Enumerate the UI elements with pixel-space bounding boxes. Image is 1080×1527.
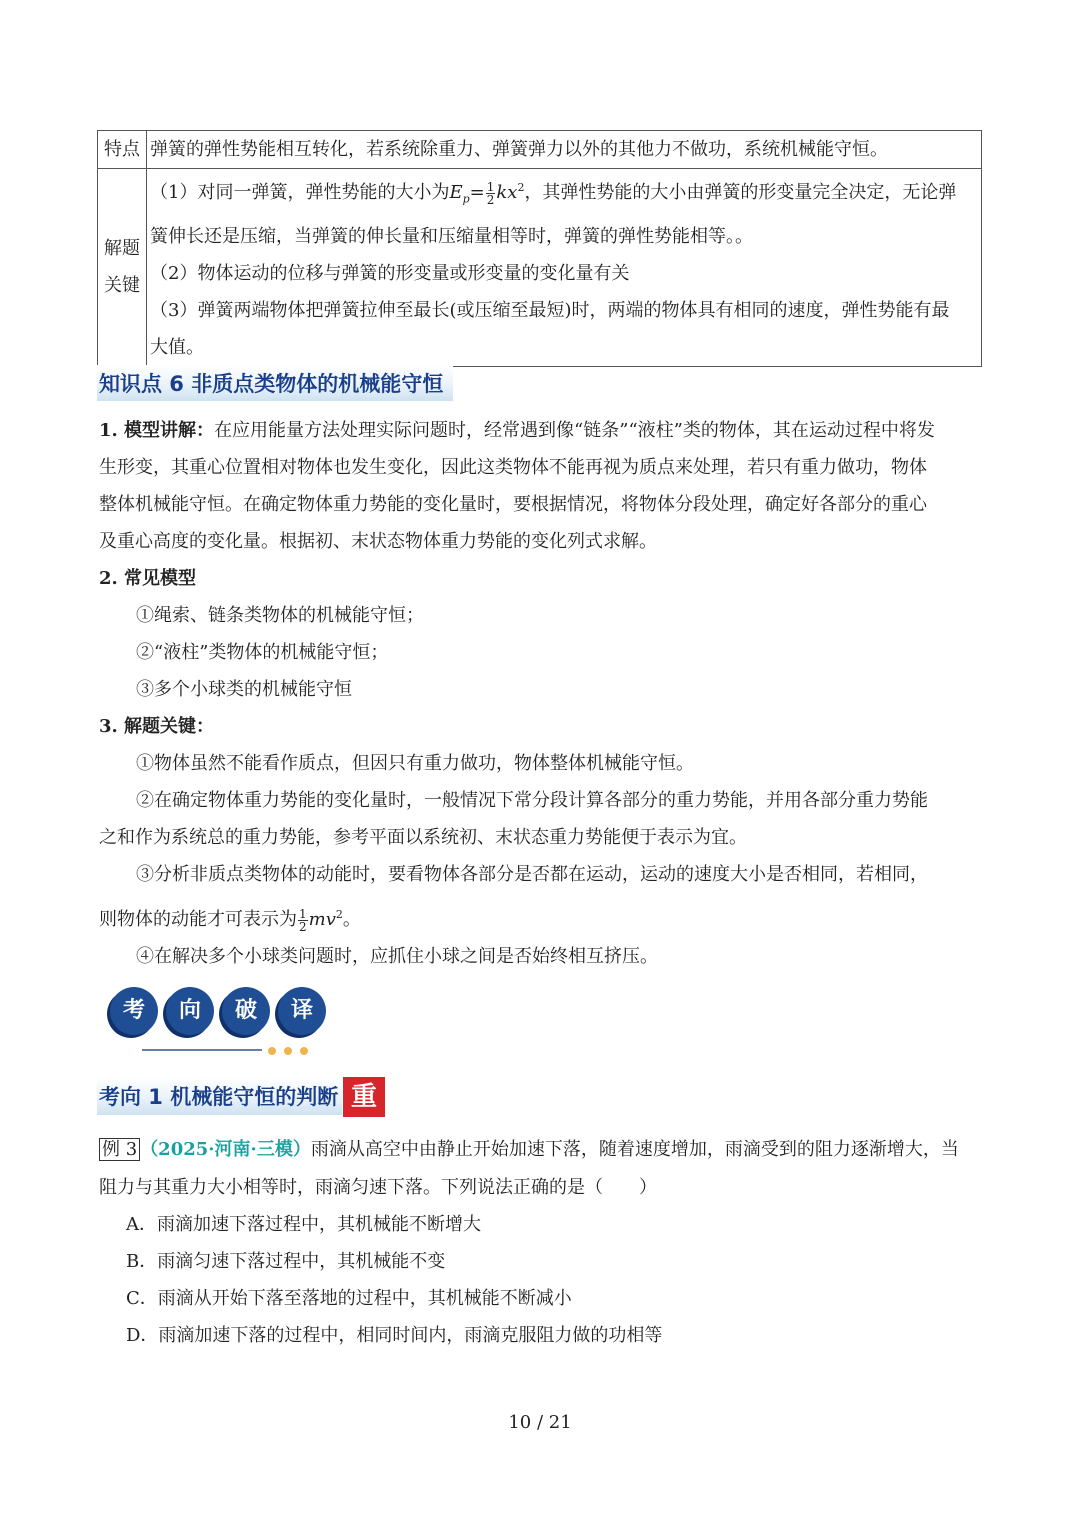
option-d: D．雨滴加速下落的过程中，相同时间内，雨滴克服阻力做的功相等 — [126, 1325, 663, 1346]
option-b: B．雨滴匀速下落过程中，其机械能不变 — [126, 1251, 446, 1272]
section2-item-1: ①绳索、链条类物体的机械能守恒； — [136, 605, 424, 626]
example-label: 例 3 — [99, 1138, 140, 1161]
fraction-half-2: $\frac{1}{2}$ — [299, 906, 307, 934]
key-item-3-line1: （3）弹簧两端物体把弹簧拉伸至最长(或压缩至最短)时，两端的物体具有相同的速度，弹性势能有最 — [150, 299, 950, 321]
section2-title: 2. 常见模型 — [99, 568, 197, 589]
section1-line1: 1. 模型讲解：在应用能量方法处理实际问题时，经常遇到像“链条”“液柱”类的物体，其在运动过程中将发 — [99, 420, 935, 441]
feature-table — [97, 130, 982, 367]
key-item-2: （2）物体运动的位移与弹簧的形变量或形变量的变化量有关 — [150, 262, 630, 284]
kaoxiang-heading: 考向 1 机械能守恒的判断 — [97, 1077, 342, 1115]
option-a: A．雨滴加速下落过程中，其机械能不断增大 — [126, 1214, 481, 1235]
table-label-key-line2: 关键 — [104, 275, 140, 297]
table-cell-key-text — [147, 169, 982, 367]
table-label-key-line1: 解题 — [104, 238, 140, 260]
option-c: C．雨滴从开始下落至落地的过程中，其机械能不断减小 — [126, 1288, 572, 1309]
section3-p3-line2: 则物体的动能才可表示为 $\frac{1}{2}$ $mv^2$。 — [99, 906, 361, 934]
section3-title: 3. 解题关键： — [99, 716, 215, 737]
key-item-1-line1: （1）对同一弹簧，弹性势能的大小为$E_p=$ $\frac{1}{2}$ $kx^2$，其弹性势能的大小由弹簧的形变量完全决定，无论弹 — [150, 179, 957, 207]
example-line1: 例 3 （2025·河南·三模）雨滴从高空中由静止开始加速下落，随着速度增加，雨滴受到的阻力逐渐增大，当 — [99, 1131, 979, 1168]
example-line2: 阻力与其重力大小相等时，雨滴匀速下落。下列说法正确的是（ ） — [99, 1177, 657, 1198]
badge-po: 破 — [222, 987, 270, 1035]
decor-dot — [300, 1047, 308, 1055]
badge-kao: 考 — [110, 987, 158, 1035]
table-cell-feature-text: 弹簧的弹性势能相互转化，若系统除重力、弹簧弹力以外的其他力不做功，系统机械能守恒。 — [147, 131, 982, 169]
table-label-feature: 特点 — [98, 131, 147, 169]
section3-p4: ④在解决多个小球类问题时，应抓住小球之间是否始终相互挤压。 — [136, 946, 658, 967]
fraction-half: $\frac{1}{2}$ — [486, 179, 495, 207]
decor-dot — [268, 1047, 276, 1055]
section3-p1: ①物体虽然不能看作质点，但因只有重力做功，物体整体机械能守恒。 — [136, 753, 694, 774]
section2-item-2: ②“液柱”类物体的机械能守恒； — [136, 642, 389, 663]
important-tag: 重 — [343, 1077, 385, 1117]
section3-p3-line1: ③分析非质点类物体的动能时，要看物体各部分是否都在运动，运动的速度大小是否相同，若相同， — [136, 864, 928, 885]
key-item-1-line2: 簧伸长还是压缩，当弹簧的伸长量和压缩量相等时，弹簧的弹性势能相等。。 — [150, 225, 753, 247]
section3-p2-line2: 之和作为系统总的重力势能，参考平面以系统初、末状态重力势能便于表示为宜。 — [99, 827, 747, 848]
section1-line4: 及重心高度的变化量。根据初、末状态物体重力势能的变化列式求解。 — [99, 531, 657, 552]
knowledge-point-heading: 知识点 6 非质点类物体的机械能守恒 — [97, 365, 453, 401]
section1-line2: 生形变，其重心位置相对物体也发生变化，因此这类物体不能再视为质点来处理，若只有重力做功，物体 — [99, 457, 927, 478]
section1-line3: 整体机械能守恒。在确定物体重力势能的变化量时，要根据情况，将物体分段处理，确定好各部分的重心 — [99, 494, 927, 515]
page-number: 10 / 21 — [508, 1412, 572, 1433]
key-item-3-line2: 大值。 — [150, 336, 204, 358]
section2-item-3: ③多个小球类的机械能守恒 — [136, 679, 352, 700]
badge-underline — [142, 1049, 262, 1051]
formula-ep: $E_p$ — [449, 182, 470, 206]
section3-p2-line1: ②在确定物体重力势能的变化量时，一般情况下常分段计算各部分的重力势能，并用各部分重力势能 — [136, 790, 928, 811]
table-label-key — [98, 169, 147, 367]
decor-dot — [284, 1047, 292, 1055]
badge-yi: 译 — [278, 987, 326, 1035]
badge-xiang: 向 — [166, 987, 214, 1035]
example-source: （2025·河南·三模） — [140, 1139, 311, 1160]
